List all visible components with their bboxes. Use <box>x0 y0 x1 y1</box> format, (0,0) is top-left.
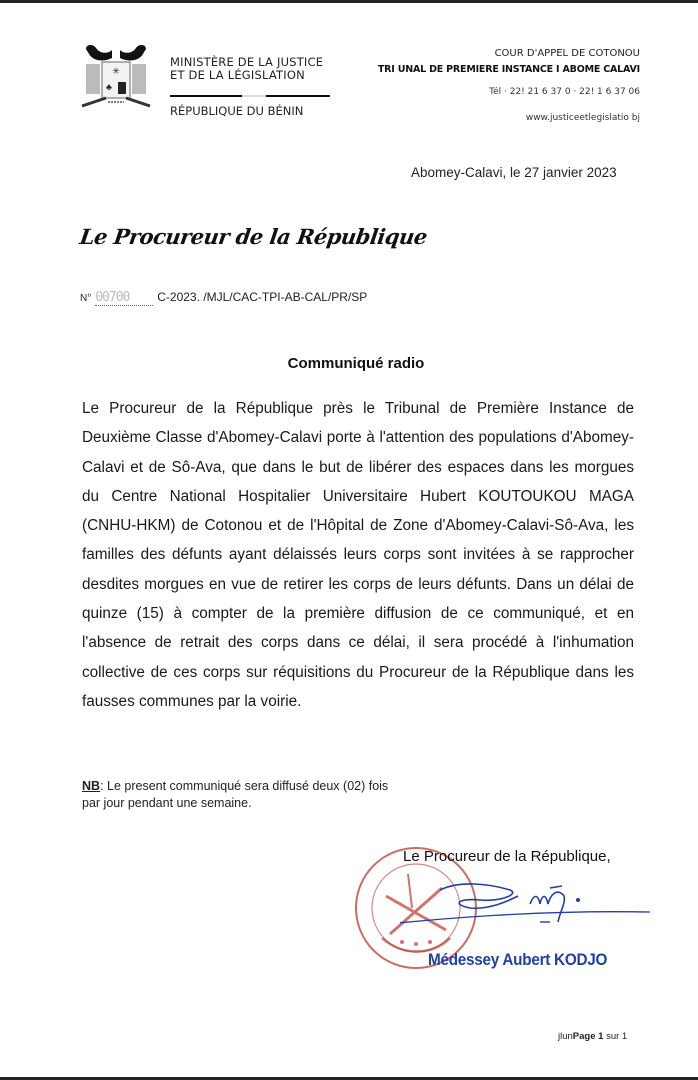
ministry-line-1: MINISTÈRE DE LA JUSTICE <box>170 55 324 69</box>
page-number: Page 1 <box>572 1031 604 1042</box>
handwritten-signature-icon <box>400 860 650 950</box>
page-footer <box>558 1031 627 1042</box>
footer-prefix: jlun <box>558 1031 573 1042</box>
reference-code: C-2023. /MJL/CAC-TPI-AB-CAL/PR/SP <box>157 290 368 304</box>
court-name: COUR D'APPEL DE COTONOU <box>494 48 640 59</box>
reference-line <box>80 290 367 306</box>
communique-body: Le Procureur de la République près le Tribunal de Première Instance de Deuxième Classe d'Abomey-Calavi porte à l'attention des populations d'Abomey-Calavi et de Sô-Ava, que dans le but de libérer des espaces dans les morgues du Centre National Hospitalier Universitaire Hubert KOUTOUKOU MAGA (CNHU-HKM) de Cotonou et de l'Hôpital de Zone d'Abomey-Calavi-Sô-Ava, les familles des défunts ayant délaissés leurs corps sont invitées à se rapprocher desdites morgues en vue de retirer les corps de leurs défunts. Dans un délai de quinze (15) à compter de la première diffusion de ce communiqué, et en l'absence de retrait des corps dans ce délai, il sera procédé à l'inhumation collective de ces corps sur réquisitions du Procureur de la République dans les fausses communes par la voirie. <box>82 400 634 710</box>
signature-title: Le Procureur de la République, <box>403 848 611 865</box>
svg-text:♣: ♣ <box>106 82 112 92</box>
reference-number-stamp: 00700 <box>95 290 153 306</box>
website-line: www.justiceetlegislatio bj <box>525 113 640 123</box>
top-border <box>0 0 698 3</box>
reference-prefix: N° <box>80 293 92 304</box>
ministry-line-2: ET DE LA LÉGISLATION <box>170 68 305 82</box>
ministry-name <box>170 56 323 82</box>
sender-title: Le Procureur de la République <box>78 224 429 249</box>
document-title: Communiqué radio <box>287 355 425 372</box>
page-total: sur 1 <box>603 1031 628 1042</box>
country-name: RÉPUBLIQUE DU BÉNIN <box>170 104 304 118</box>
benin-coat-of-arms-icon <box>78 40 154 116</box>
nb-label: NB <box>82 779 101 793</box>
ministry-divider <box>170 95 330 97</box>
nb-note <box>82 778 402 812</box>
svg-text:✳: ✳ <box>112 66 120 76</box>
date-line: Abomey-Calavi, le 27 janvier 2023 <box>411 165 617 180</box>
signer-name: Médessey Aubert KODJO <box>428 950 608 969</box>
nb-text: : Le present communiqué sera diffusé deux (02) fois par jour pendant une semaine. <box>82 779 389 810</box>
telephone-line: Tél · 22! 21 6 37 0 · 22! 1 6 37 06 <box>489 87 640 97</box>
tribunal-name: TRI UNAL DE PREMIERE INSTANCE I ABOME CALAVI <box>377 64 640 75</box>
